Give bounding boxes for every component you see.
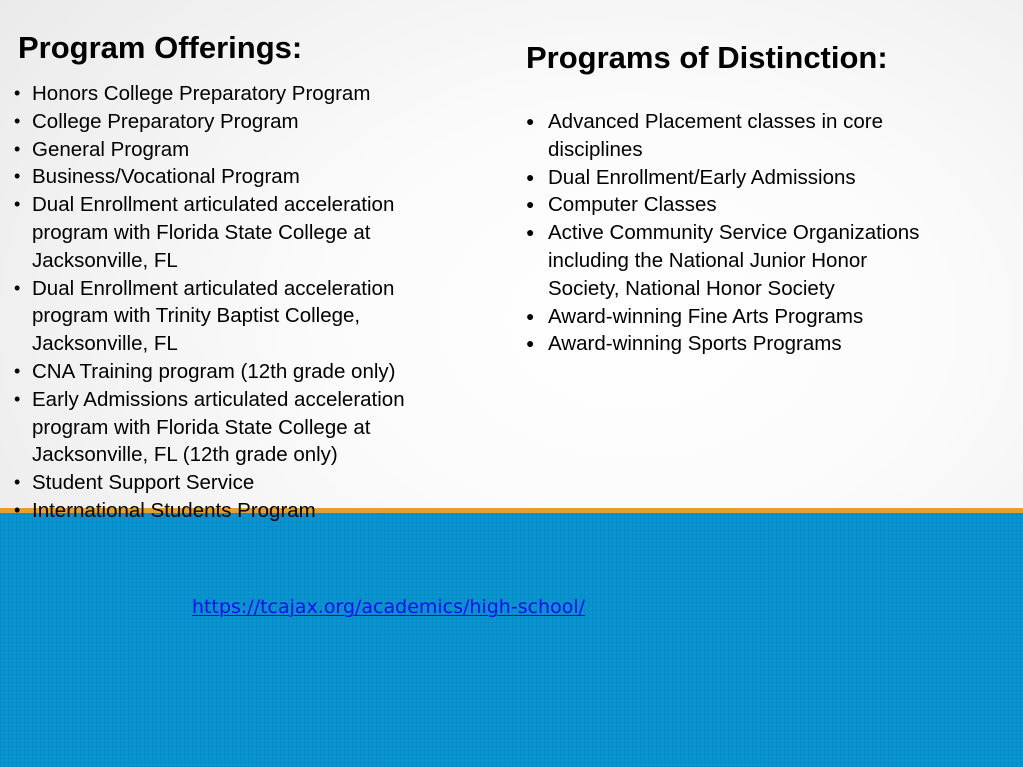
bullet-icon: ● — [526, 224, 535, 241]
list-item — [526, 191, 938, 219]
bullet-icon: ● — [526, 113, 535, 129]
bullet-icon: • — [14, 110, 21, 131]
list-item-text: Dual Enrollment/Early Admissions — [548, 165, 856, 189]
list-item — [14, 136, 462, 164]
list-item-text: Student Support Service — [32, 471, 255, 495]
bullet-icon: • — [14, 499, 21, 520]
list-item-text: Dual Enrollment articulated acceleration program with Trinity Baptist College, Jacksonville, FL — [32, 276, 395, 356]
list-item-text: Award-winning Sports Programs — [548, 332, 842, 356]
bullet-icon: • — [14, 360, 21, 381]
bullet-icon: ● — [526, 196, 535, 213]
bullet-icon: • — [14, 83, 21, 103]
list-item — [526, 303, 938, 331]
list-item-text: General Program — [32, 137, 190, 161]
bullet-icon: • — [14, 277, 21, 298]
list-item — [14, 275, 462, 358]
list-item — [14, 386, 462, 469]
list-item — [14, 191, 462, 274]
program-offerings-section — [14, 28, 484, 525]
bullet-icon: ● — [526, 307, 535, 324]
list-item — [526, 108, 938, 164]
programs-of-distinction-list — [526, 108, 996, 358]
bullet-icon: • — [14, 388, 21, 409]
list-item — [526, 330, 938, 358]
list-item — [14, 469, 462, 497]
list-item — [526, 219, 938, 302]
bullet-icon: • — [14, 138, 21, 159]
programs-of-distinction-section — [526, 38, 996, 358]
list-item — [526, 164, 938, 192]
list-item — [14, 80, 462, 108]
program-offerings-list — [14, 80, 484, 525]
list-item-text: International Students Program — [32, 498, 316, 522]
bullet-icon: • — [14, 472, 21, 493]
programs-of-distinction-title: Programs of Distinction: — [526, 40, 888, 75]
list-item — [14, 163, 462, 191]
list-item-text: Active Community Service Organizations including the National Junior Honor Society, National Honor Society — [548, 221, 920, 300]
program-offerings-title: Program Offerings: — [18, 30, 303, 65]
academics-link[interactable]: https://tcajax.org/academics/high-school/ — [192, 596, 586, 618]
list-item-text: Honors College Preparatory Program — [32, 82, 371, 105]
list-item-text: Business/Vocational Program — [32, 165, 300, 189]
list-item-text: Award-winning Fine Arts Programs — [548, 304, 864, 328]
list-item-text: College Preparatory Program — [32, 109, 299, 133]
list-item — [14, 497, 462, 525]
bullet-icon: ● — [526, 335, 535, 352]
bullet-icon: • — [14, 194, 21, 215]
bottom-band — [0, 511, 1023, 767]
list-item — [14, 358, 462, 386]
list-item — [14, 108, 462, 136]
list-item-text: Advanced Placement classes in core disciplines — [548, 110, 884, 161]
bullet-icon: ● — [526, 168, 535, 185]
list-item-text: Computer Classes — [548, 193, 717, 217]
list-item-text: Dual Enrollment articulated acceleration program with Florida State College at Jacksonville, FL — [32, 193, 395, 272]
list-item-text: CNA Training program (12th grade only) — [32, 359, 396, 383]
bullet-icon: • — [14, 166, 21, 187]
list-item-text: Early Admissions articulated acceleration program with Florida State College at Jacksonville, FL (12th grade only) — [32, 387, 405, 467]
